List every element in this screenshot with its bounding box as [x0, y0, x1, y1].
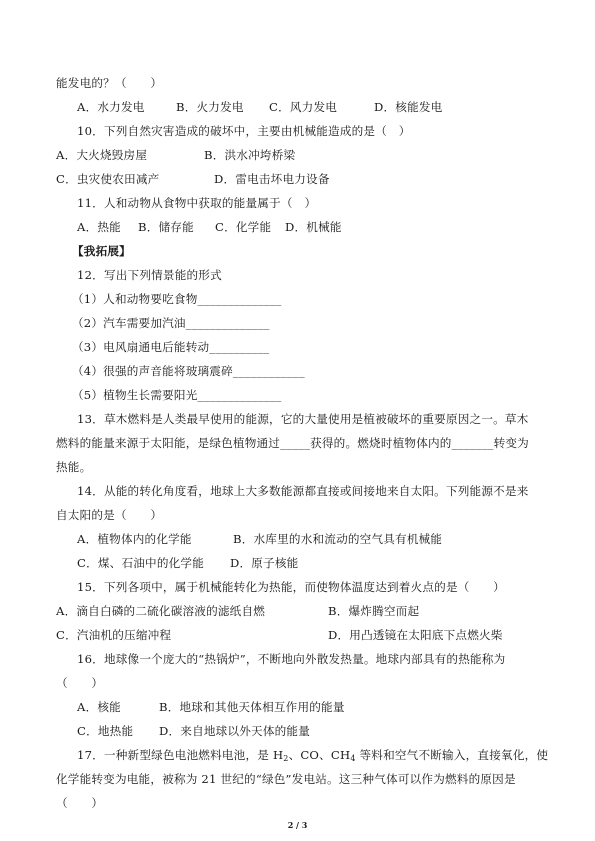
q13-line-1: 13．草木燃料是人类最早使用的能源，它的大量使用是植被破坏的重要原因之一。草木	[77, 412, 529, 426]
option-d: D．机械能	[285, 220, 342, 234]
option-c: C．煤、石油中的化学能	[77, 556, 205, 570]
q17-line-1-part-b: 、CO、CH	[288, 748, 351, 762]
q11-stem: 11．人和动物从食物中获取的能量属于（ ）	[77, 196, 317, 210]
q17-subscript-h2: 2	[283, 754, 289, 763]
option-c: C．汽油机的压缩冲程	[56, 628, 172, 642]
option-b: B．爆炸腾空而起	[328, 604, 420, 618]
q17-line-1-part-c: 等料和空气不断输入，直接氧化，使	[355, 748, 549, 762]
option-d: D．原子核能	[230, 556, 299, 570]
q17-subscript-ch4: 4	[350, 754, 356, 763]
q12-stem: 12．写出下列情景能的形式	[77, 268, 222, 282]
q14-options-row1	[0, 532, 595, 546]
option-d: D．用凸透镜在太阳底下点燃火柴	[328, 628, 503, 642]
q15-options-row1	[0, 604, 595, 618]
q14-line-2: 自太阳的是（ ）	[56, 508, 163, 522]
q16-options-row1	[0, 700, 595, 714]
q12-item-5: （5）植物生长需要阳光______________	[72, 388, 282, 402]
option-c: C．风力发电	[269, 100, 338, 114]
q15-stem: 15．下列各项中，属于机械能转化为热能，而使物体温度达到着火点的是（ ）	[77, 580, 505, 594]
q13-line-2: 燃料的能量来源于太阳能，是绿色植物通过_____获得的。燃烧时植物体内的_______转变为	[56, 436, 529, 450]
option-a: A．核能	[77, 700, 121, 714]
option-a: A．植物体内的化学能	[77, 532, 192, 546]
q17-line-2: 化学能转变为电能，被称为 21 世纪的“绿色”发电站。这三种气体可以作为燃料的原因是	[56, 772, 516, 786]
q11-options	[0, 220, 595, 234]
q13-line-3: 热能。	[56, 460, 92, 474]
option-b: B．水库里的水和流动的空气具有机械能	[233, 532, 443, 546]
option-d: D．雷电击坏电力设备	[214, 172, 330, 186]
option-c: C．化学能	[215, 220, 272, 234]
option-b: B．地球和其他天体相互作用的能量	[159, 700, 345, 714]
q14-options-row2	[0, 556, 595, 570]
q10-options-row2	[0, 172, 595, 186]
q12-item-4: （4）很强的声音能将玻璃震碎____________	[72, 364, 305, 378]
q17-line-1-part-a: 17．一种新型绿色电池燃料电池，是 H	[77, 748, 284, 762]
page-number: 2 / 3	[287, 820, 308, 830]
option-b: B．储存能	[138, 220, 194, 234]
q10-options-row1	[0, 148, 595, 162]
q16-options-row2	[0, 724, 595, 738]
option-a: A．水力发电	[77, 100, 145, 114]
option-a: A．热能	[77, 220, 121, 234]
q12-item-3: （3）电风扇通电后能转动__________	[72, 340, 270, 354]
q15-options-row2	[0, 628, 595, 642]
option-d: D．核能发电	[374, 100, 443, 114]
option-a: A．大火烧毁房屋	[56, 148, 148, 162]
q16-line-2: （ ）	[56, 676, 104, 690]
q10-stem: 10．下列自然灾害造成的破坏中，主要由机械能造成的是（ ）	[77, 124, 411, 138]
option-b: B．火力发电	[176, 100, 244, 114]
option-c: C．虫灾使农田减产	[56, 172, 160, 186]
option-c: C．地热能	[77, 724, 134, 738]
q12-item-2: （2）汽车需要加汽油______________	[72, 316, 270, 330]
option-a: A．滴自白磷的二硫化碳溶液的滤纸自燃	[56, 604, 266, 618]
q14-line-1: 14．从能的转化角度看，地球上大多数能源都直接或间接地来自太阳。下列能源不是来	[77, 484, 529, 498]
option-b: B．洪水冲垮桥梁	[204, 148, 296, 162]
q9-options	[0, 100, 595, 114]
q17-line-1	[77, 748, 548, 762]
section-title: 【我拓展】	[72, 244, 131, 258]
option-d: D．来自地球以外天体的能量	[159, 724, 311, 738]
q17-line-3: （ ）	[56, 796, 104, 810]
q16-line-1: 16．地球像一个庞大的“热锅炉”，不断地向外散发热量。地球内部具有的热能称为	[77, 652, 506, 666]
q12-item-1: （1）人和动物要吃食物______________	[72, 292, 282, 306]
q9-tail: 能发电的？（ ）	[56, 76, 163, 90]
